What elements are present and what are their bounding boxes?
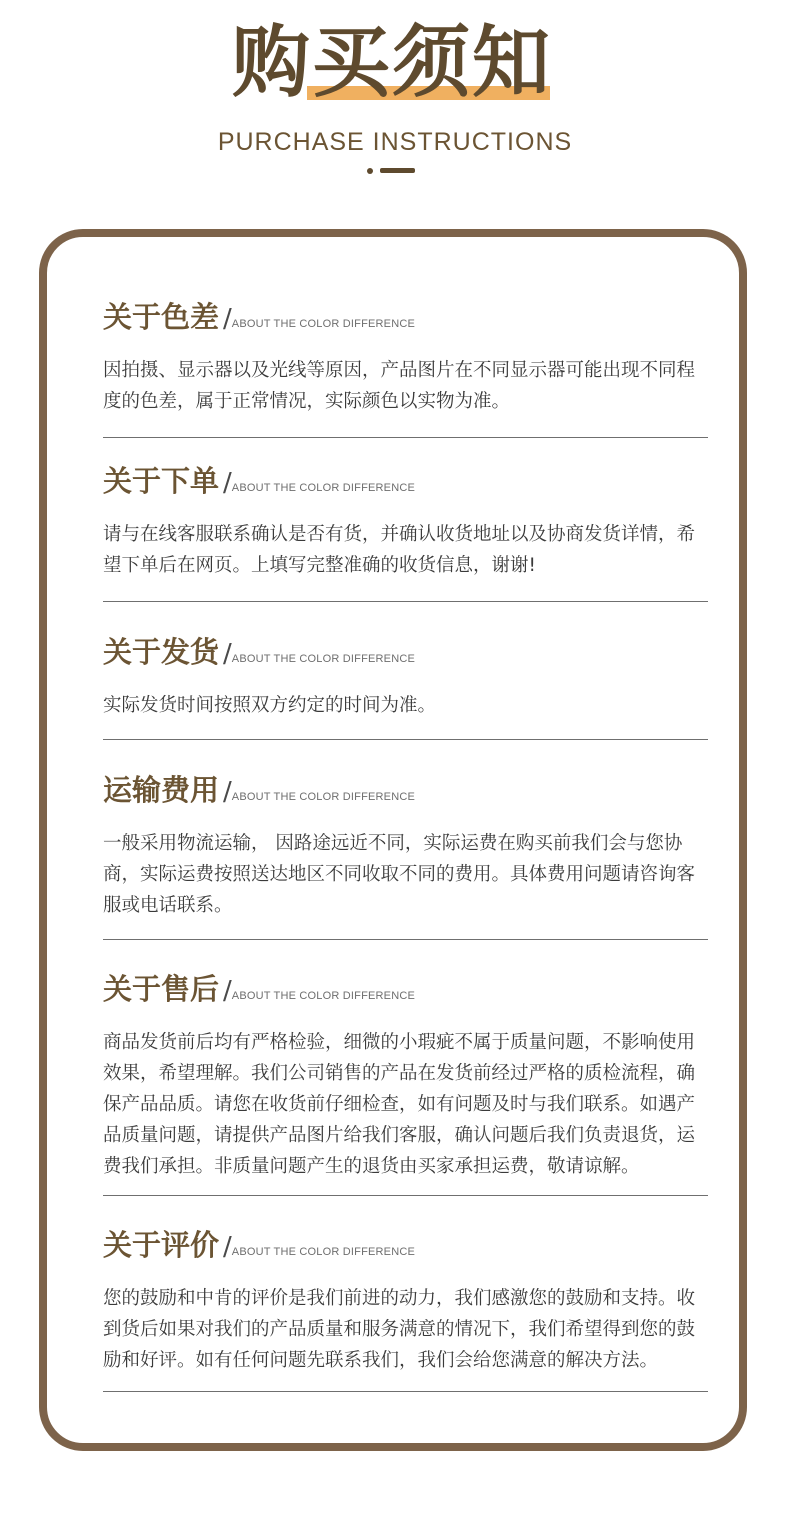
section-body: 商品发货前后均有严格检验，细微的小瑕疵不属于质量问题，不影响使用效果，希望理解。我们公司销售的产品在发货前经过严格的质检流程，确保产品品质。请您在收货前仔细检查，如有问题及时与我们联系。如遇产品质量问题，请提供产品图片给我们客服，确认问题后我们负责退货，运费我们承担。非质量问题产生的退货由买家承担运费，敬请谅解。 <box>103 1032 696 1177</box>
section-divider <box>103 437 708 438</box>
section-title: 关于色差 <box>103 300 220 334</box>
section-title: 关于下单 <box>103 464 220 498</box>
section-slash: / <box>223 639 232 669</box>
section-slash: / <box>223 304 232 334</box>
section-subtitle: ABOUT THE COLOR DIFFERENCE <box>231 318 416 330</box>
section-reviews <box>103 1223 708 1403</box>
section-body: 请与在线客服联系确认是否有货，并确认收货地址以及协商发货详情，希望下单后在网页。上填写完整准确的收货信息，谢谢! <box>103 524 696 576</box>
section-shipping <box>103 630 708 747</box>
page-subtitle: PURCHASE INSTRUCTIONS <box>217 128 573 156</box>
section-subtitle: ABOUT THE COLOR DIFFERENCE <box>231 1246 416 1258</box>
section-title: 运输费用 <box>103 773 220 807</box>
section-slash: / <box>223 1232 232 1262</box>
section-body: 一般采用物流运输， 因路途远近不同，实际运费在购买前我们会与您协商，实际运费按照送达地区不同收取不同的费用。具体费用问题请咨询客服或电话联系。 <box>103 833 696 916</box>
decor-dot <box>367 168 373 174</box>
section-heading <box>103 1223 415 1263</box>
section-heading <box>103 768 415 808</box>
section-subtitle: ABOUT THE COLOR DIFFERENCE <box>231 653 416 665</box>
section-title: 关于售后 <box>103 972 220 1006</box>
section-heading <box>103 630 415 670</box>
page-header <box>0 0 790 200</box>
section-subtitle: ABOUT THE COLOR DIFFERENCE <box>231 482 416 494</box>
section-body: 因拍摄、显示器以及光线等原因，产品图片在不同显示器可能出现不同程度的色差，属于正常情况，实际颜色以实物为准。 <box>103 360 696 412</box>
section-title: 关于发货 <box>103 635 220 669</box>
section-body: 实际发货时间按照双方约定的时间为准。 <box>103 695 437 716</box>
section-freight <box>103 768 708 946</box>
section-slash: / <box>223 468 232 498</box>
section-heading <box>103 295 415 335</box>
section-divider <box>103 739 708 740</box>
section-title: 关于评价 <box>103 1228 220 1262</box>
section-divider <box>103 1195 708 1196</box>
section-ordering <box>103 459 708 609</box>
section-divider <box>103 1391 708 1392</box>
decor-bar <box>380 168 415 173</box>
section-divider <box>103 601 708 602</box>
section-slash: / <box>223 976 232 1006</box>
section-heading <box>103 459 415 499</box>
section-body: 您的鼓励和中肯的评价是我们前进的动力，我们感激您的鼓励和支持。收到货后如果对我们的产品质量和服务满意的情况下，我们希望得到您的鼓励和好评。如有任何问题先联系我们，我们会给您满意的解决方法。 <box>103 1288 696 1371</box>
section-heading <box>103 967 415 1007</box>
section-after-sales <box>103 967 708 1203</box>
section-subtitle: ABOUT THE COLOR DIFFERENCE <box>231 791 416 803</box>
section-slash: / <box>223 777 232 807</box>
instructions-card <box>39 229 747 1451</box>
section-subtitle: ABOUT THE COLOR DIFFERENCE <box>231 990 416 1002</box>
section-divider <box>103 939 708 940</box>
main-title-block <box>232 18 552 108</box>
section-color-difference <box>103 295 708 438</box>
page-title: 购买须知 <box>232 18 553 108</box>
